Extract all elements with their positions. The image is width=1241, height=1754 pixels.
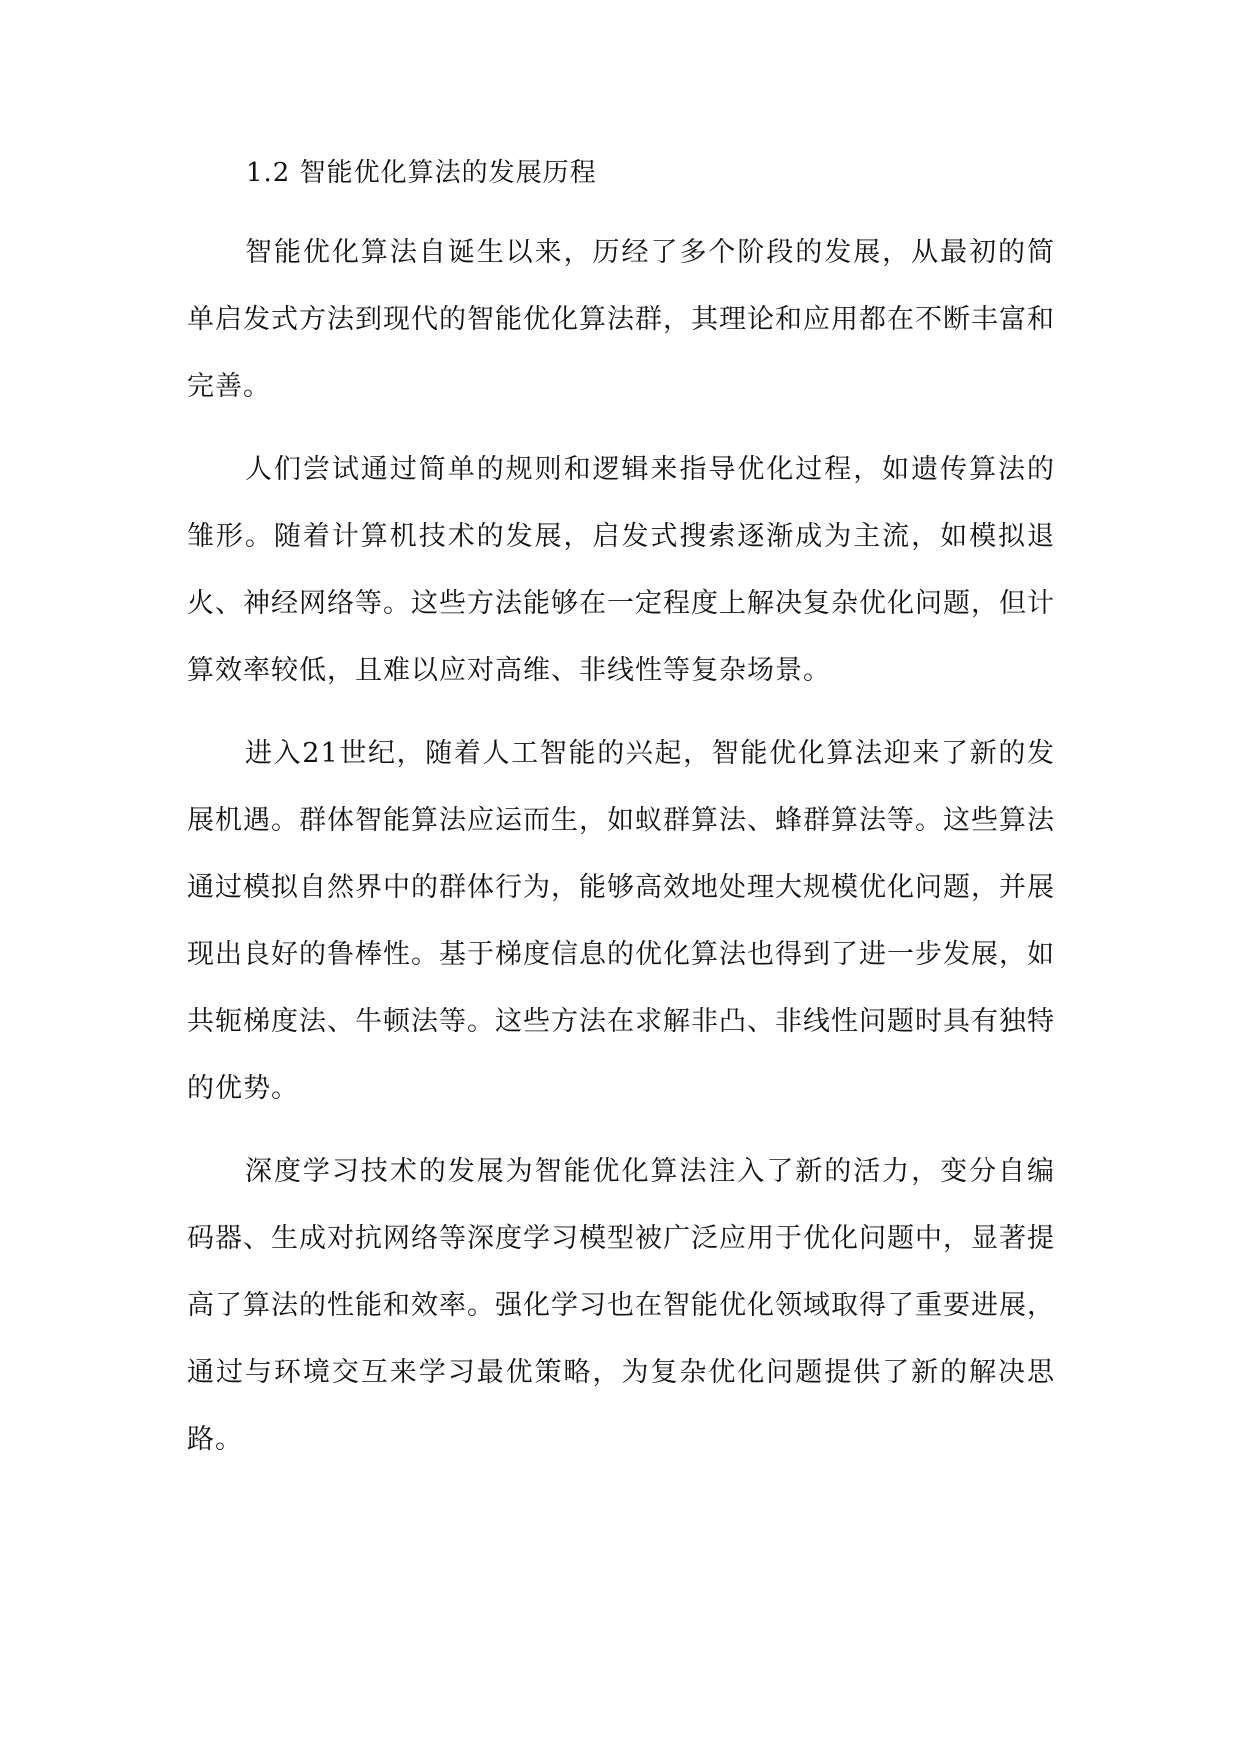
paragraph-deep-learning: 深度学习技术的发展为智能优化算法注入了新的活力，变分自编码器、生成对抗网络等深度学习模型被广泛应用于优化问题中，显著提高了算法的性能和效率。强化学习也在智能优化领域取得了重要进展，通过与环境交互来学习最优策略，为复杂优化问题提供了新的解决思路。 (187, 1156, 1055, 1455)
paragraph-swarm-intelligence: 进入21世纪，随着人工智能的兴起，智能优化算法迎来了新的发展机遇。群体智能算法应运而生，如蚁群算法、蜂群算法等。这些算法通过模拟自然界中的群体行为，能够高效地处理大规模优化问题，并展现出良好的鲁棒性。基于梯度信息的优化算法也得到了进一步发展，如共轭梯度法、牛顿法等。这些方法在求解非凸、非线性问题时具有独特的优势。 (187, 738, 1055, 1104)
paragraph-history-overview: 智能优化算法自诞生以来，历经了多个阶段的发展，从最初的简单启发式方法到现代的智能优化算法群，其理论和应用都在不断丰富和完善。 (187, 237, 1055, 402)
page-content (187, 143, 1055, 1473)
paragraph-early-heuristics: 人们尝试通过简单的规则和逻辑来指导优化过程，如遗传算法的雏形。随着计算机技术的发展，启发式搜索逐渐成为主流，如模拟退火、神经网络等。这些方法能够在一定程度上解决复杂优化问题，但计算效率较低，且难以应对高维、非线性等复杂场景。 (187, 454, 1055, 686)
section-heading: 1.2 智能优化算法的发展历程 (246, 158, 597, 188)
